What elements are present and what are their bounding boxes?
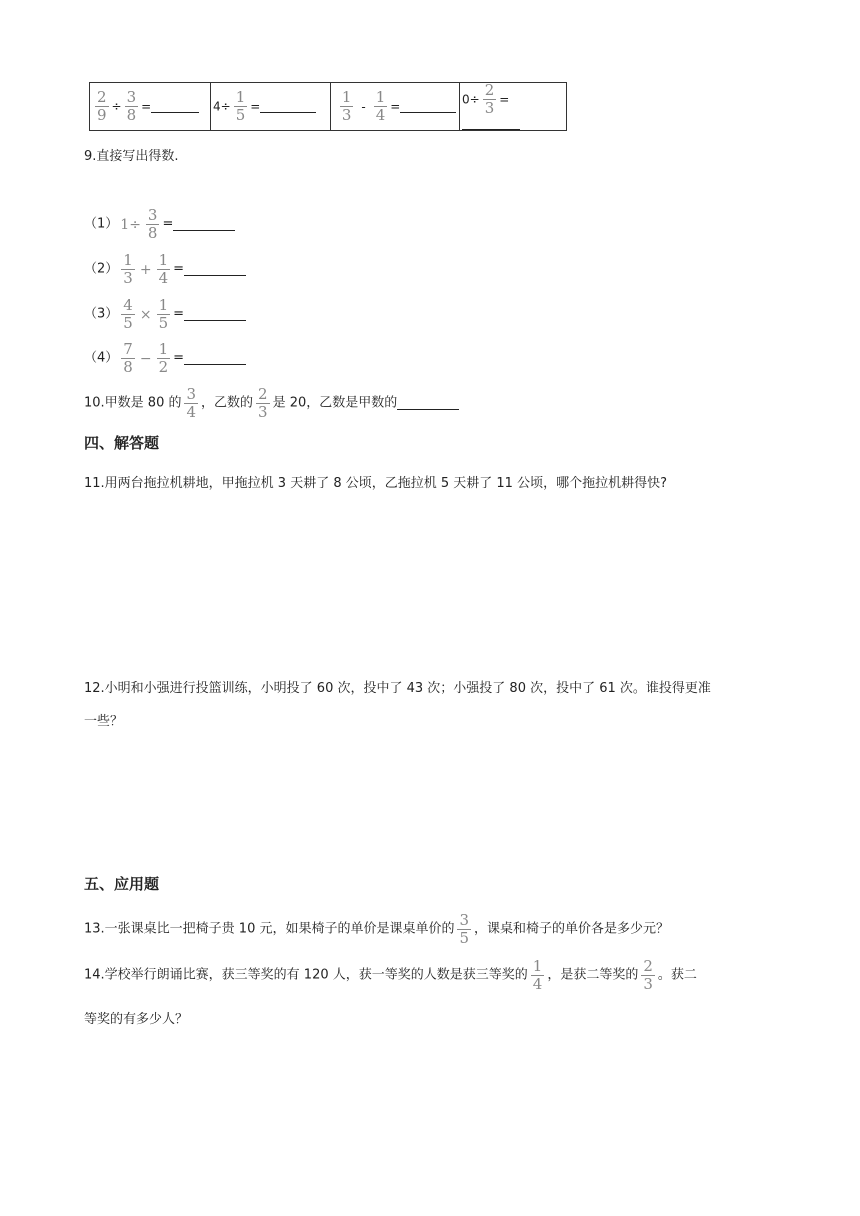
table-cell: 4÷ $\frac{1}{5}$ = (211, 83, 331, 131)
question-14-line-2: 等奖的有多少人？ (84, 1012, 189, 1027)
fraction: $\frac{2}{3}$ (643, 957, 653, 994)
question-12-line-1: 12.小明和小强进行投篮训练，小明投了 60 次，投中了 43 次；小强投了 80 次，投中了 61 次。谁投得更准 (84, 681, 711, 696)
question-9-title: 9.直接写出得数. (84, 149, 179, 164)
section-heading-5: 五、应用题 (84, 875, 160, 893)
fraction: $\frac{2}{9}$ (97, 88, 107, 125)
question-13: 13.一张课桌比一把椅子贵 10 元，如果椅子的单价是课桌单价的 $\frac{3}{5}$ ，课桌和椅子的单价各是多少元？ (84, 911, 670, 948)
answer-blank[interactable] (173, 229, 235, 231)
answer-blank[interactable] (400, 111, 456, 113)
fraction: $\frac{1}{4}$ (375, 88, 386, 125)
question-9-item-4: （4） $\frac{7}{8}$ − $\frac{1}{2}$ = (84, 342, 246, 375)
answer-blank[interactable] (184, 319, 246, 321)
fraction: $\frac{7}{8}$ (123, 340, 133, 377)
answer-blank[interactable] (260, 111, 316, 113)
question-9-item-1: （1） 1÷ $\frac{3}{8}$ = (84, 208, 235, 241)
answer-blank[interactable] (462, 128, 520, 130)
fraction: $\frac{2}{3}$ (258, 385, 268, 422)
fraction: $\frac{3}{8}$ (126, 88, 137, 125)
answer-blank[interactable] (397, 408, 459, 410)
fraction: $\frac{1}{4}$ (532, 957, 543, 994)
calculation-table (89, 82, 567, 131)
question-12-line-2: 一些？ (84, 714, 124, 729)
fraction: $\frac{1}{2}$ (158, 340, 169, 377)
question-14-line-1: 14.学校举行朗诵比赛，获三等奖的有 120 人，获一等奖的人数是获三等奖的 $\frac{1}{4}$ ，是获二等奖的 $\frac{2}{3}$ 。获二 (84, 957, 697, 994)
fraction: $\frac{1}{5}$ (235, 88, 246, 125)
table-cell: $\frac{2}{9}$ ÷ $\frac{3}{8}$ = (90, 83, 211, 131)
answer-blank[interactable] (151, 111, 199, 113)
fraction: $\frac{1}{3}$ (123, 251, 133, 288)
fraction: $\frac{3}{5}$ (459, 911, 470, 948)
question-10: 10.甲数是 80 的 $\frac{3}{4}$ ，乙数的 $\frac{2}{3}$ 是 20，乙数是甲数的 (84, 387, 459, 420)
fraction: $\frac{3}{8}$ (147, 206, 158, 243)
fraction: $\frac{3}{4}$ (186, 385, 197, 422)
fraction: $\frac{1}{5}$ (158, 296, 169, 333)
answer-blank[interactable] (184, 363, 246, 365)
table-cell: $\frac{1}{3}$ - $\frac{1}{4}$ = (331, 83, 460, 131)
section-heading-4: 四、解答题 (84, 434, 160, 452)
question-9-item-3: （3） $\frac{4}{5}$ × $\frac{1}{5}$ = (84, 298, 246, 331)
question-11: 11.用两台拖拉机耕地，甲拖拉机 3 天耕了 8 公顷，乙拖拉机 5 天耕了 11 公顷，哪个拖拉机耕得快? (84, 476, 667, 491)
answer-blank[interactable] (184, 274, 246, 276)
fraction: $\frac{1}{4}$ (158, 251, 169, 288)
fraction: $\frac{2}{3}$ (484, 81, 495, 118)
fraction: $\frac{4}{5}$ (123, 296, 133, 333)
table-cell: 0÷ $\frac{2}{3}$ = (460, 83, 567, 131)
fraction: $\frac{1}{3}$ (341, 88, 352, 125)
question-9-item-2: （2） $\frac{1}{3}$ + $\frac{1}{4}$ = (84, 253, 246, 286)
table-row (90, 83, 567, 131)
